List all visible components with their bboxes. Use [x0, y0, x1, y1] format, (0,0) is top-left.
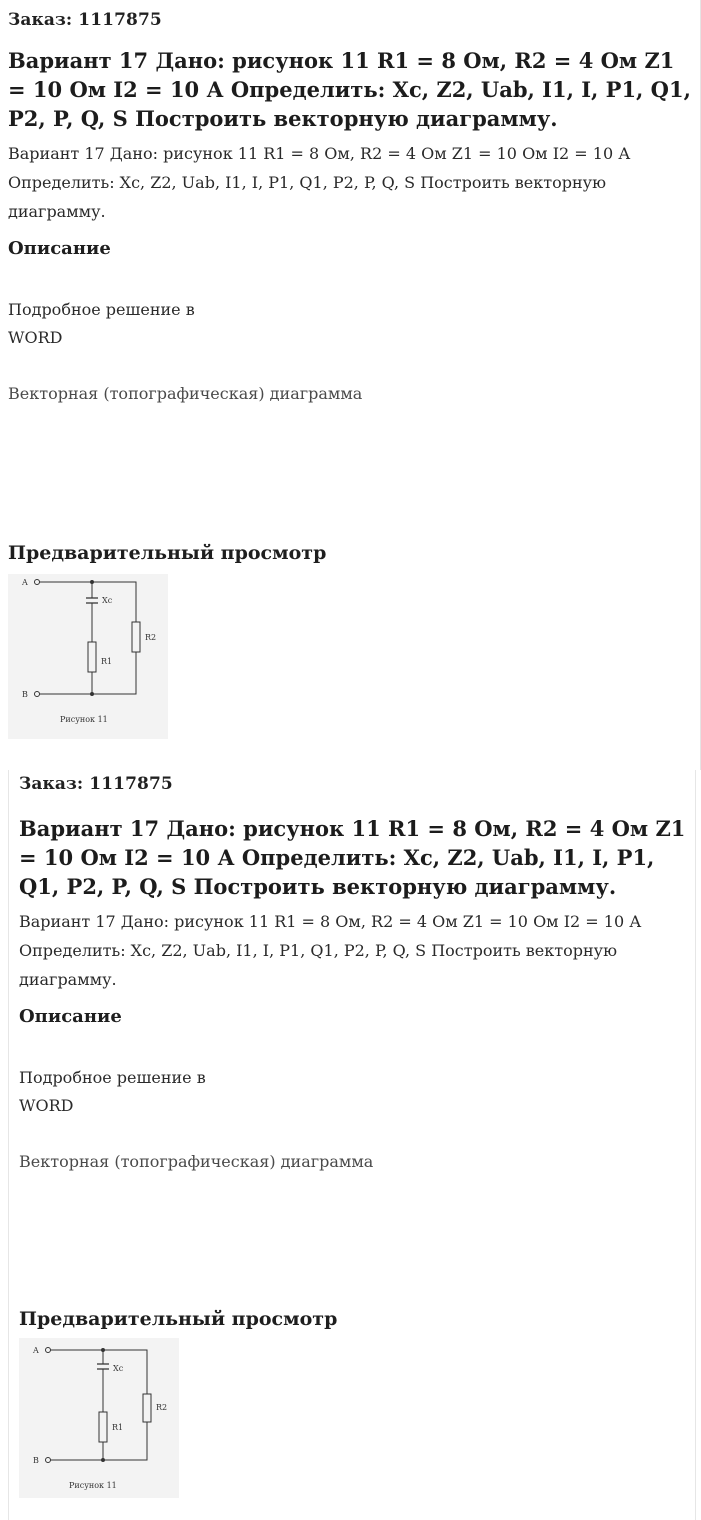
- description-heading: Описание: [8, 238, 111, 259]
- order-card: [8, 770, 696, 1520]
- circuit-figure: [8, 574, 168, 739]
- circuit-diagram: [8, 574, 168, 739]
- resistor-r1-label: R1: [112, 1423, 124, 1432]
- description-line: Векторная (топографическая) диаграмма: [8, 384, 363, 403]
- figure-caption: Рисунок 11: [60, 715, 108, 724]
- order-number: Заказ: 1117875: [19, 774, 173, 794]
- description-line: Подробное решение в: [19, 1068, 206, 1087]
- capacitor-icon: [86, 598, 98, 603]
- resistor-r2-label: R2: [145, 633, 157, 642]
- node-b-label: B: [22, 690, 28, 699]
- preview-heading: Предварительный просмотр: [19, 1308, 338, 1330]
- description-line: WORD: [8, 328, 63, 347]
- resistor-r1-label: R1: [101, 657, 113, 666]
- resistor-r1-icon: [88, 642, 96, 672]
- resistor-r2-icon: [143, 1394, 151, 1422]
- order-number: Заказ: 1117875: [8, 10, 162, 30]
- resistor-r2-icon: [132, 622, 140, 652]
- node-a-label: A: [22, 578, 28, 587]
- node-a-label: A: [33, 1346, 39, 1355]
- description-line: Векторная (топографическая) диаграмма: [19, 1152, 374, 1171]
- description-heading: Описание: [19, 1006, 122, 1027]
- figure-caption: Рисунок 11: [69, 1481, 117, 1490]
- order-title: Вариант 17 Дано: рисунок 11 R1 = 8 Ом, R2 = 4 Ом Z1 = 10 Ом I2 = 10 А Определить: Xc, Z2, Uab, I1, I, P1, Q1, P2, P, Q, S Построить векторную диаграмму.: [8, 48, 691, 131]
- order-summary: Вариант 17 Дано: рисунок 11 R1 = 8 Ом, R2 = 4 Ом Z1 = 10 Ом I2 = 10 А Определить: Xc, Z2, Uab, I1, I, P1, Q1, P2, P, Q, S Построить векторную диаграмму.: [8, 144, 631, 221]
- order-title: Вариант 17 Дано: рисунок 11 R1 = 8 Ом, R2 = 4 Ом Z1 = 10 Ом I2 = 10 А Определить: Xc, Z2, Uab, I1, I, P1, Q1, P2, P, Q, S Построить векторную диаграмму.: [19, 816, 686, 899]
- terminal-b-icon: [35, 692, 40, 697]
- preview-heading: Предварительный просмотр: [8, 542, 327, 564]
- capacitor-label: Xc: [102, 596, 113, 605]
- capacitor-icon: [97, 1364, 109, 1369]
- terminal-a-icon: [35, 580, 40, 585]
- circuit-diagram: [19, 1338, 179, 1498]
- capacitor-label: Xc: [113, 1364, 124, 1373]
- description-line: WORD: [19, 1096, 74, 1115]
- terminal-b-icon: [46, 1458, 51, 1463]
- resistor-r1-icon: [99, 1412, 107, 1442]
- order-summary: Вариант 17 Дано: рисунок 11 R1 = 8 Ом, R2 = 4 Ом Z1 = 10 Ом I2 = 10 А Определить: Xc, Z2, Uab, I1, I, P1, Q1, P2, P, Q, S Построить векторную диаграмму.: [19, 912, 642, 989]
- circuit-figure: [19, 1338, 179, 1498]
- node-b-label: B: [33, 1456, 39, 1465]
- terminal-a-icon: [46, 1348, 51, 1353]
- description-line: Подробное решение в: [8, 300, 195, 319]
- resistor-r2-label: R2: [156, 1403, 168, 1412]
